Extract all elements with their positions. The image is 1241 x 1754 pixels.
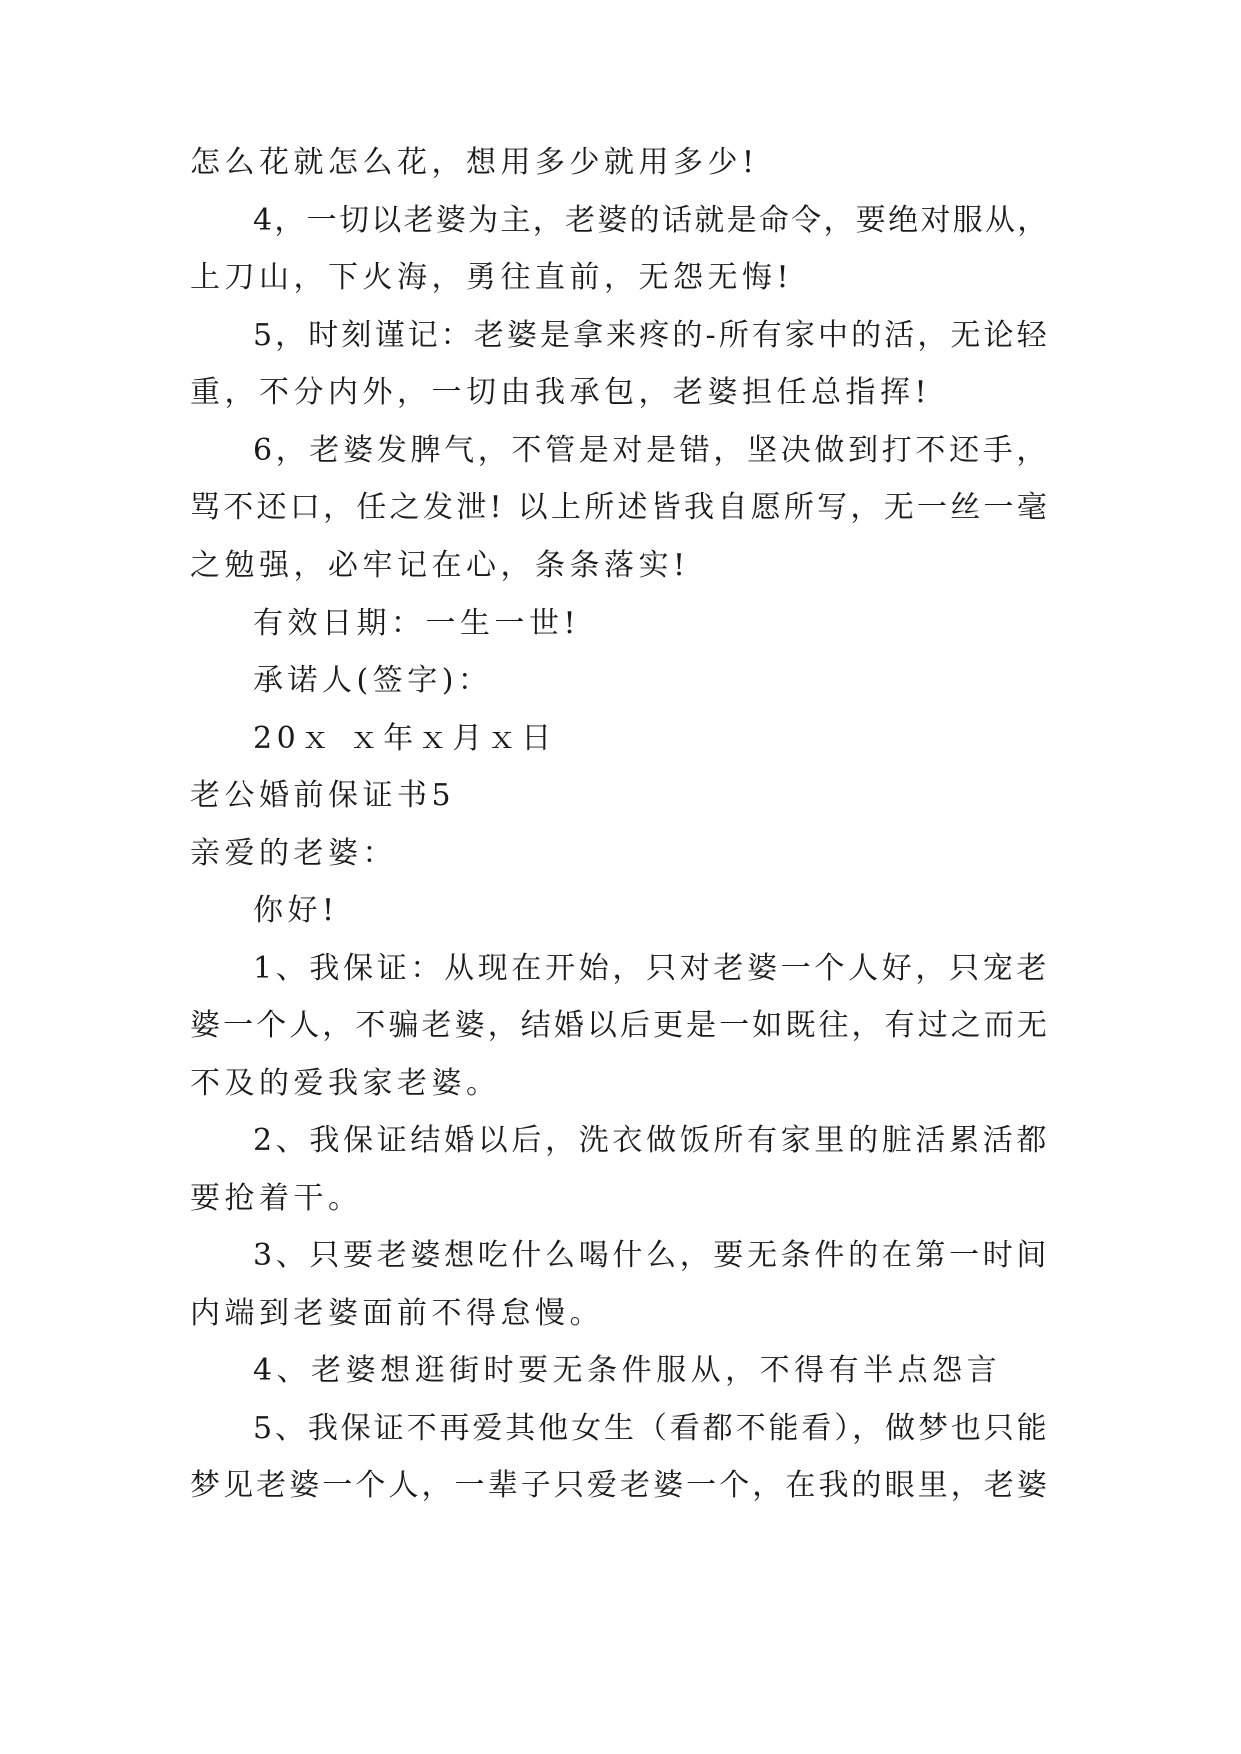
text-line-6: 6，老婆发脾气，不管是对是错，坚决做到打不还手，: [253, 433, 1051, 468]
text-line-18: 2、我保证结婚以后，洗衣做饭所有家里的脏活累活都: [253, 1123, 1051, 1158]
text-line-11: 20ｘ ｘ年ｘ月ｘ日: [253, 721, 556, 756]
text-line-23: 5、我保证不再爱其他女生（看都不能看），做梦也只能: [253, 1411, 1050, 1446]
text-line-16: 婆一个人，不骗老婆，结婚以后更是一如既往，有过之而无: [190, 1008, 1050, 1043]
text-line-21: 内端到老婆面前不得怠慢。: [190, 1296, 604, 1331]
text-line-10: 承诺人(签字)：: [253, 663, 493, 698]
text-line-20: 3、只要老婆想吃什么喝什么，要无条件的在第一时间: [253, 1238, 1051, 1273]
text-line-7: 骂不还口，任之发泄! 以上所述皆我自愿所写，无一丝一毫: [190, 490, 1051, 525]
text-line-24: 梦见老婆一个人，一辈子只爱老婆一个，在我的眼里，老婆: [190, 1468, 1050, 1503]
text-line-19: 要抢着干。: [190, 1181, 363, 1216]
text-line-5: 重，不分内外，一切由我承包，老婆担任总指挥!: [190, 375, 932, 410]
greeting: 你好!: [253, 893, 339, 928]
text-line-22: 4、老婆想逛街时要无条件服从，不得有半点怨言: [253, 1353, 1002, 1388]
section-title: 老公婚前保证书5: [190, 778, 456, 813]
text-line-4: 5，时刻谨记：老婆是拿来疼的-所有家中的活，无论轻: [253, 318, 1050, 353]
text-line-15: 1、我保证：从现在开始，只对老婆一个人好，只宠老: [253, 951, 1051, 986]
text-line-8: 之勉强，必牢记在心，条条落实!: [190, 548, 690, 583]
text-line-17: 不及的爱我家老婆。: [190, 1066, 501, 1101]
salutation: 亲爱的老婆：: [190, 836, 397, 871]
text-line-9: 有效日期：一生一世!: [253, 606, 581, 641]
text-line-3: 上刀山，下火海，勇往直前，无怨无悔!: [190, 260, 794, 295]
text-line-2: 4，一切以老婆为主，老婆的话就是命令，要绝对服从，: [253, 203, 1050, 238]
text-line-1: 怎么花就怎么花，想用多少就用多少!: [190, 145, 759, 180]
